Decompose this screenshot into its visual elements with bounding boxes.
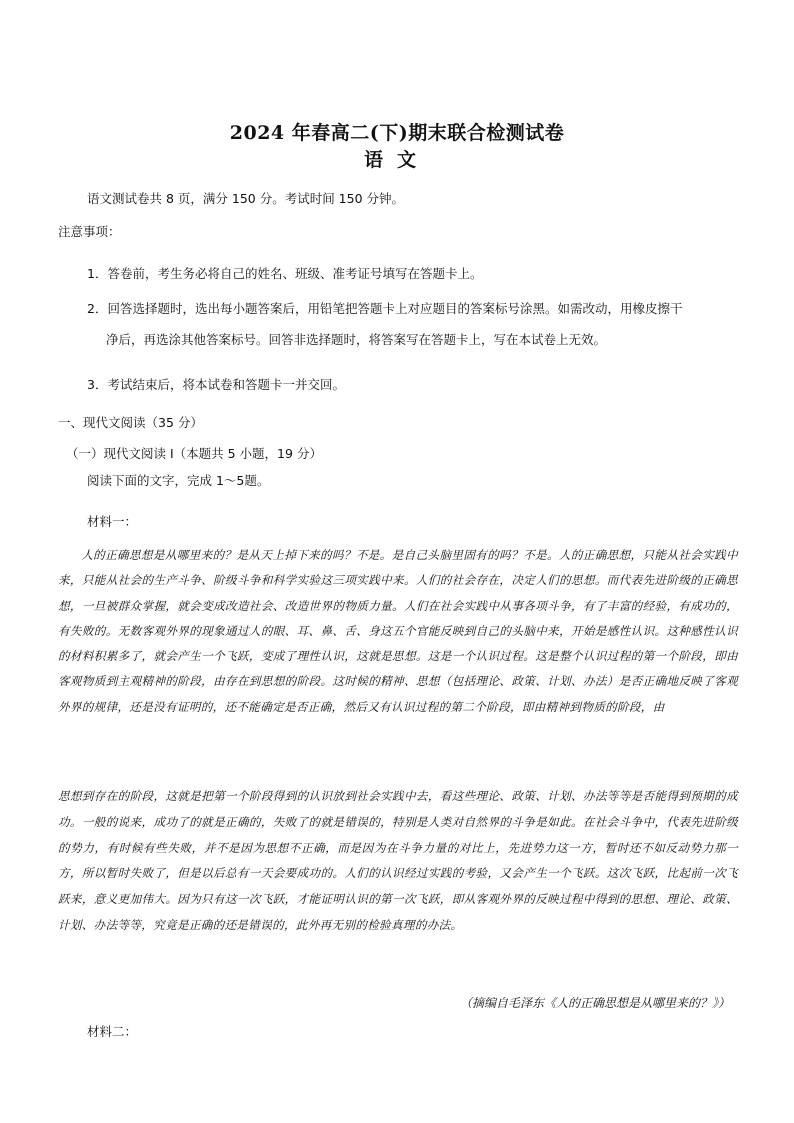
material-one-source: （摘编自毛泽东《人的正确思想是从哪里来的？》） <box>459 996 730 1010</box>
exam-intro: 语文测试卷共 8 页，满分 150 分。考试时间 150 分钟。 <box>87 191 405 206</box>
notice-item-3: 3．考试结束后，将本试卷和答题卡一并交回。 <box>87 377 345 392</box>
material-one-paragraph-1: 人的正确思想是从哪里来的？是从天上掉下来的吗？不是。是自己头脑里固有的吗？不是。人的正确思想，只能从社会实践中来，只能从社会的生产斗争、阶级斗争和科学实验这三项实践中来。人们的社会存在，决定人们的思想。而代表先进阶级的正确思想，一旦被群众掌握，就会变成改造社会、改造世界的物质力量。人们在社会实践中从事各项斗争，有了丰富的经验，有成功的，有失败的。无数客观外界的现象通过人的眼、耳、鼻、舌、身这五个官能反映到自己的头脑中来，开始是感性认识。这种感性认识的材料积累多了，就会产生一个飞跃，变成了理性认识，这就是思想。这是一个认识过程。这是整个认识过程的第一个阶段，即由客观物质到主观精神的阶段，由存在到思想的阶段。这时候的精神、思想（包括理论、政策、计划、办法）是否正确地反映了客观外界的规律，还是没有证明的，还不能确定是否正确，然后又有认识过程的第二个阶段，即由精神到物质的阶段，由 <box>58 548 738 714</box>
material-one-label: 材料一： <box>87 514 138 529</box>
notice-item-2: 2．回答选择题时，选出每小题答案后，用铅笔把答题卡上对应题目的答案标号涂黑。如需改动，用橡皮擦干 <box>87 301 683 316</box>
notice-heading: 注意事项： <box>58 224 121 239</box>
material-two-label: 材料二： <box>87 1024 138 1039</box>
exam-subject: 语文 <box>363 149 430 171</box>
exam-title: 2024 年春高二(下)期末联合检测试卷 <box>229 122 565 144</box>
section-heading: 一、现代文阅读（35 分） <box>58 415 203 430</box>
notice-item-1: 1．答卷前，考生务必将自己的姓名、班级、准考证号填写在答题卡上。 <box>87 266 483 281</box>
notice-item-2-continued: 净后，再选涂其他答案标号。回答非选择题时，将答案写在答题卡上，写在本试卷上无效。 <box>106 332 607 347</box>
material-one-paragraph-2: 思想到存在的阶段，这就是把第一个阶段得到的认识放到社会实践中去，看这些理论、政策、计划、办法等等是否能得到预期的成功。一般的说来，成功了的就是正确的，失败了的就是错误的，特别是人类对自然界的斗争是如此。在社会斗争中，代表先进阶级的势力，有时候有些失败，并不是因为思想不正确，而是因为在斗争力量的对比上，先进势力这一方，暂时还不如反动势力那一方，所以暂时失败了，但是以后总有一天会要成功的。人们的认识经过实践的考验，又会产生一个飞跃。这次飞跃，比起前一次飞跃来，意义更加伟大。因为只有这一次飞跃，才能证明认识的第一次飞跃，即从客观外界的反映过程中得到的思想、理论、政策、计划、办法等等，究竟是正确的还是错误的，此外再无别的检验真理的办法。 <box>58 789 738 932</box>
sub-section-heading: （一）现代文阅读 Ⅰ（本题共 5 小题，19 分） <box>66 446 322 461</box>
reading-instruction: 阅读下面的文字，完成 1～5题。 <box>87 473 270 488</box>
